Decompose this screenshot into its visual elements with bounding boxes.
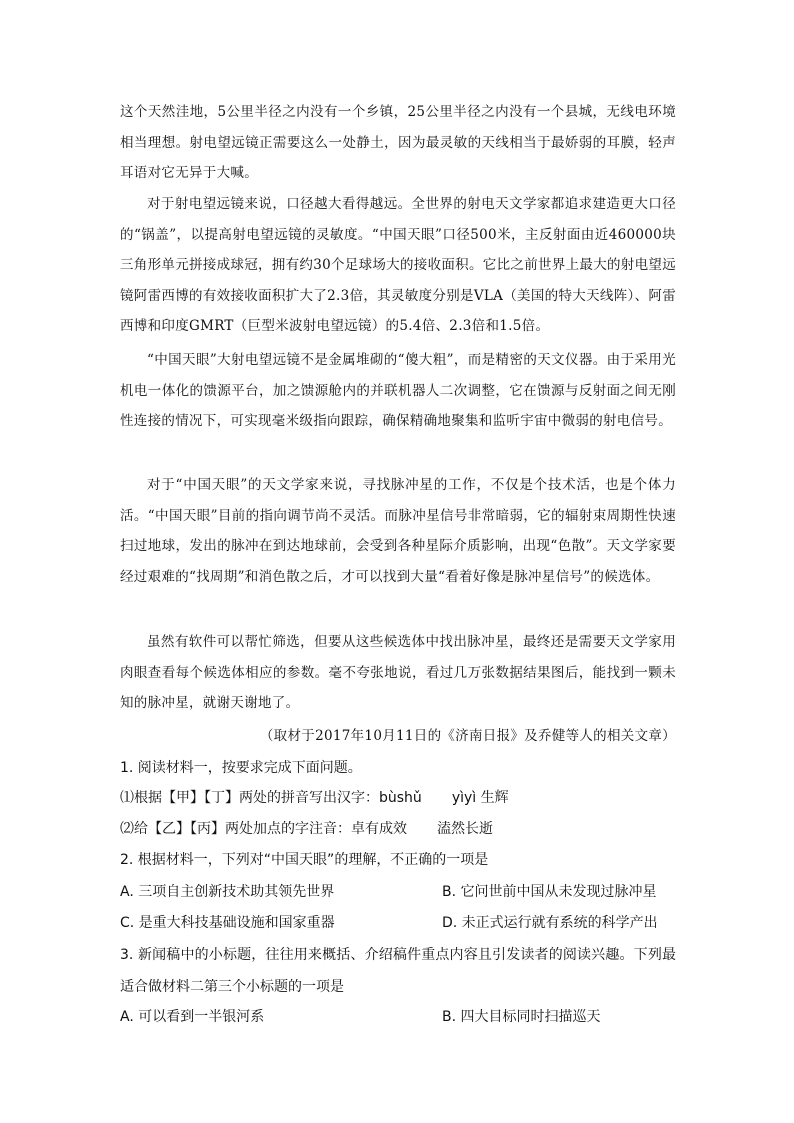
passage-paragraph-2: 对于射电望远镜来说，口径越大看得越远。全世界的射电天文学家都追求建造更大口径的“锅盖”，以提高射电望远镜的灵敏度。“中国天眼”口径500米，主反射面由近460000块三角形单元拼接成球冠，拥有约30个足球场大的接收面积。它比之前世界上最大的射电望远镜阿雷西博的有效接收面积扩大了2.3倍，其灵敏度分别是VLA（美国的特大天线阵）、阿雷西博和印度GMRT（巨型米波射电望远镜）的5.4倍、2.3倍和1.5倍。 <box>120 196 676 334</box>
question-1-stem: 1. 阅读材料一，按要求完成下面问题。 <box>120 760 362 776</box>
question-3-stem: 3. 新闻稿中的小标题，往往用来概括、介绍稿件重点内容且引发读者的阅读兴趣。下列最适合做材料二第三个小标题的一项是 <box>120 947 676 995</box>
question-2-option-b: B. 它问世前中国从未发现过脉冲星 <box>442 884 657 900</box>
passage-paragraph-5: 虽然有软件可以帮忙筛选，但要从这些候选体中找出脉冲星，最终还是需要天文学家用肉眼查看每个候选体相应的参数。毫不夸张地说，看过几万张数据结果图后，能找到一颗未知的脉冲星，就谢天谢地了。 <box>120 634 676 711</box>
question-1-sub-1-text: ⑴根据【甲】【丁】两处的拼音写出汉字：bùshǔ <box>120 790 422 806</box>
question-1-sub-1 <box>120 782 509 814</box>
question-1-sub-2 <box>120 813 493 845</box>
passage-source: （取材于2017年10月11日的《济南日报》及乔健等人的相关文章） <box>259 728 676 744</box>
question-2-option-d: D. 未正式运行就有系统的科学产出 <box>442 915 658 931</box>
question-3-option-b: B. 四大目标同时扫描巡天 <box>442 1009 601 1025</box>
passage-paragraph-1: 这个天然洼地，5公里半径之内没有一个乡镇，25公里半径之内没有一个县城，无线电环境相当理想。射电望远镜正需要这么一处静土，因为最灵敏的天线相当于最娇弱的耳膜，轻声耳语对它无异于大喊。 <box>120 104 676 181</box>
question-3-option-a: A. 可以看到一半银河系 <box>120 1009 265 1025</box>
question-1-sub-1-pinyin-2: yìyì 生辉 <box>451 790 509 806</box>
question-2-option-a: A. 三项自主创新技术助其领先世界 <box>120 884 335 900</box>
passage-paragraph-4: 对于“中国天眼”的天文学家来说，寻找脉冲星的工作，不仅是个技术活，也是个体力活。“中国天眼”目前的指向调节尚不灵活。而脉冲星信号非常暗弱，它的辐射束周期性快速扫过地球，发出的脉冲在到达地球前，会受到各种星际介质影响，出现“色散”。天文学家要经过艰难的“找周期”和消色散之后，才可以找到大量“看着好像是脉冲星信号”的候选体。 <box>120 477 676 585</box>
question-1-sub-2-word-2: 溘然长逝 <box>437 821 493 837</box>
question-2-stem: 2. 根据材料一，下列对“中国天眼”的理解，不正确的一项是 <box>120 852 489 868</box>
question-1-sub-2-text: ⑵给【乙】【丙】两处加点的字注音：卓有成效 <box>120 821 407 837</box>
passage-paragraph-3: “中国天眼”大射电望远镜不是金属堆砌的“傻大粗”，而是精密的天文仪器。由于采用光机电一体化的馈源平台，加之馈源舱内的并联机器人二次调整，它在馈源与反射面之间无刚性连接的情况下，可实现毫米级指向跟踪，确保精确地聚集和监听宇宙中微弱的射电信号。 <box>120 352 676 429</box>
question-2-option-c: C. 是重大科技基础设施和国家重器 <box>120 915 335 931</box>
